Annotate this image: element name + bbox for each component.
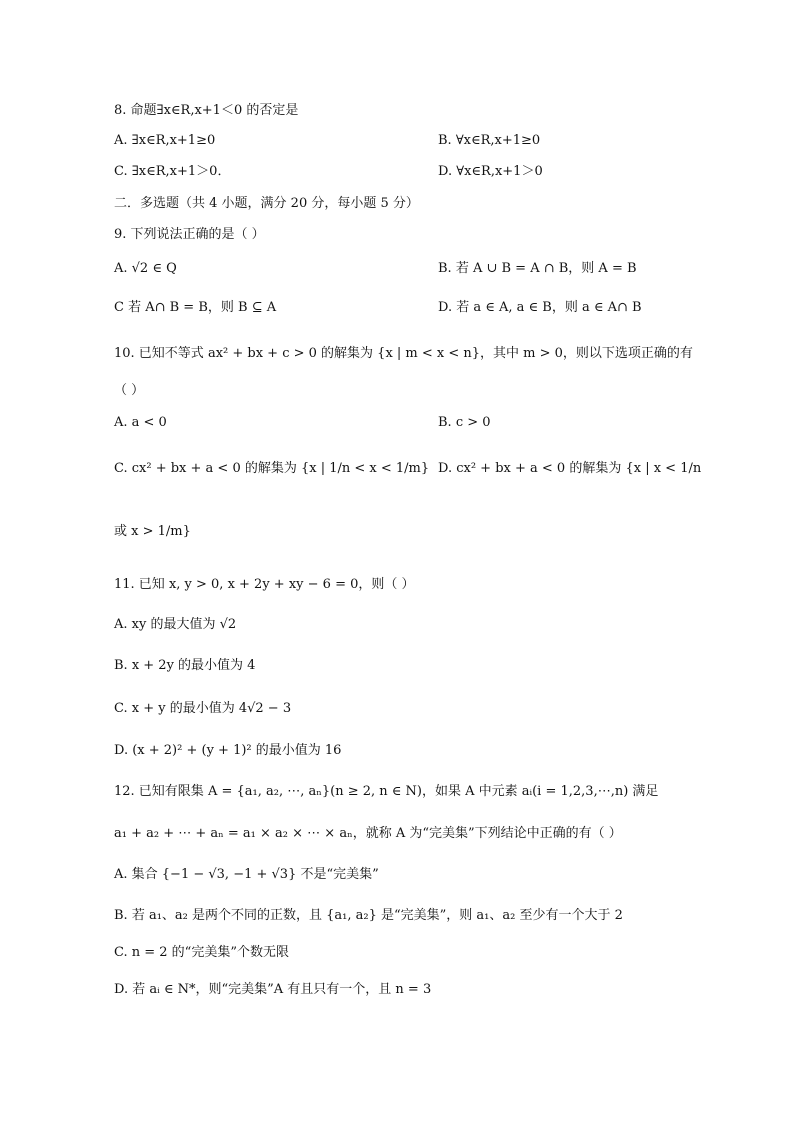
q10-option-d: D. cx² + bx + a < 0 的解集为 {x | x < 1/n — [438, 461, 702, 476]
q8-option-d: D. ∀x∈R,x+1＞0 — [438, 164, 543, 179]
q10-paren: （ ） — [114, 383, 145, 398]
q12-option-b: B. 若 a₁、a₂ 是两个不同的正数，且 {a₁, a₂} 是“完美集”，则 a₁、a₂ 至少有一个大于 2 — [114, 908, 623, 923]
q9-stem: 9. 下列说法正确的是（ ） — [114, 227, 265, 242]
q8-option-b: B. ∀x∈R,x+1≥0 — [438, 133, 541, 148]
q12-option-d: D. 若 aᵢ ∈ N*，则“完美集”A 有且只有一个，且 n = 3 — [114, 982, 432, 997]
q12-stem: 12. 已知有限集 A = {a₁, a₂, ⋯, aₙ}(n ≥ 2, n ∈ N)，如果 A 中元素 aᵢ(i = 1,2,3,⋯,n) 满足 — [114, 784, 659, 799]
q8-stem: 8. 命题∃x∈R,x+1＜0 的否定是 — [114, 103, 299, 118]
q11-option-b: B. x + 2y 的最小值为 4 — [114, 658, 256, 673]
q9-option-c: C 若 A∩ B = B，则 B ⊆ A — [114, 300, 277, 315]
q11-stem: 11. 已知 x, y > 0, x + 2y + xy − 6 = 0，则（ ） — [114, 577, 415, 592]
q12-option-c: C. n = 2 的“完美集”个数无限 — [114, 945, 289, 960]
q11-option-a: A. xy 的最大值为 √2 — [114, 617, 237, 632]
q12-option-a: A. 集合 {−1 − √3, −1 + √3} 不是“完美集” — [114, 867, 379, 882]
q10-option-d-continued: 或 x > 1/m} — [114, 524, 191, 539]
q12-stem-continued: a₁ + a₂ + ⋯ + aₙ = a₁ × a₂ × ⋯ × aₙ，就称 A 为“完美集”下列结论中正确的有（ ） — [114, 826, 622, 841]
q10-stem: 10. 已知不等式 ax² + bx + c > 0 的解集为 {x | m < x < n}，其中 m > 0，则以下选项正确的有 — [114, 346, 693, 361]
q10-option-a: A. a < 0 — [114, 415, 167, 430]
q10-option-b: B. c > 0 — [438, 415, 491, 430]
q9-option-d: D. 若 a ∈ A, a ∈ B，则 a ∈ A∩ B — [438, 300, 642, 315]
q9-option-a: A. √2 ∈ Q — [114, 261, 177, 276]
q10-option-c: C. cx² + bx + a < 0 的解集为 {x | 1/n < x < 1/m} — [114, 461, 430, 476]
section-heading: 二．多选题（共 4 小题，满分 20 分，每小题 5 分） — [114, 196, 419, 211]
q11-option-c: C. x + y 的最小值为 4√2 − 3 — [114, 701, 292, 716]
q9-option-b: B. 若 A ∪ B = A ∩ B，则 A = B — [438, 261, 637, 276]
q8-option-a: A. ∃x∈R,x+1≥0 — [114, 133, 216, 148]
q8-option-c: C. ∃x∈R,x+1＞0． — [114, 164, 231, 179]
q11-option-d: D. (x + 2)² + (y + 1)² 的最小值为 16 — [114, 743, 342, 758]
